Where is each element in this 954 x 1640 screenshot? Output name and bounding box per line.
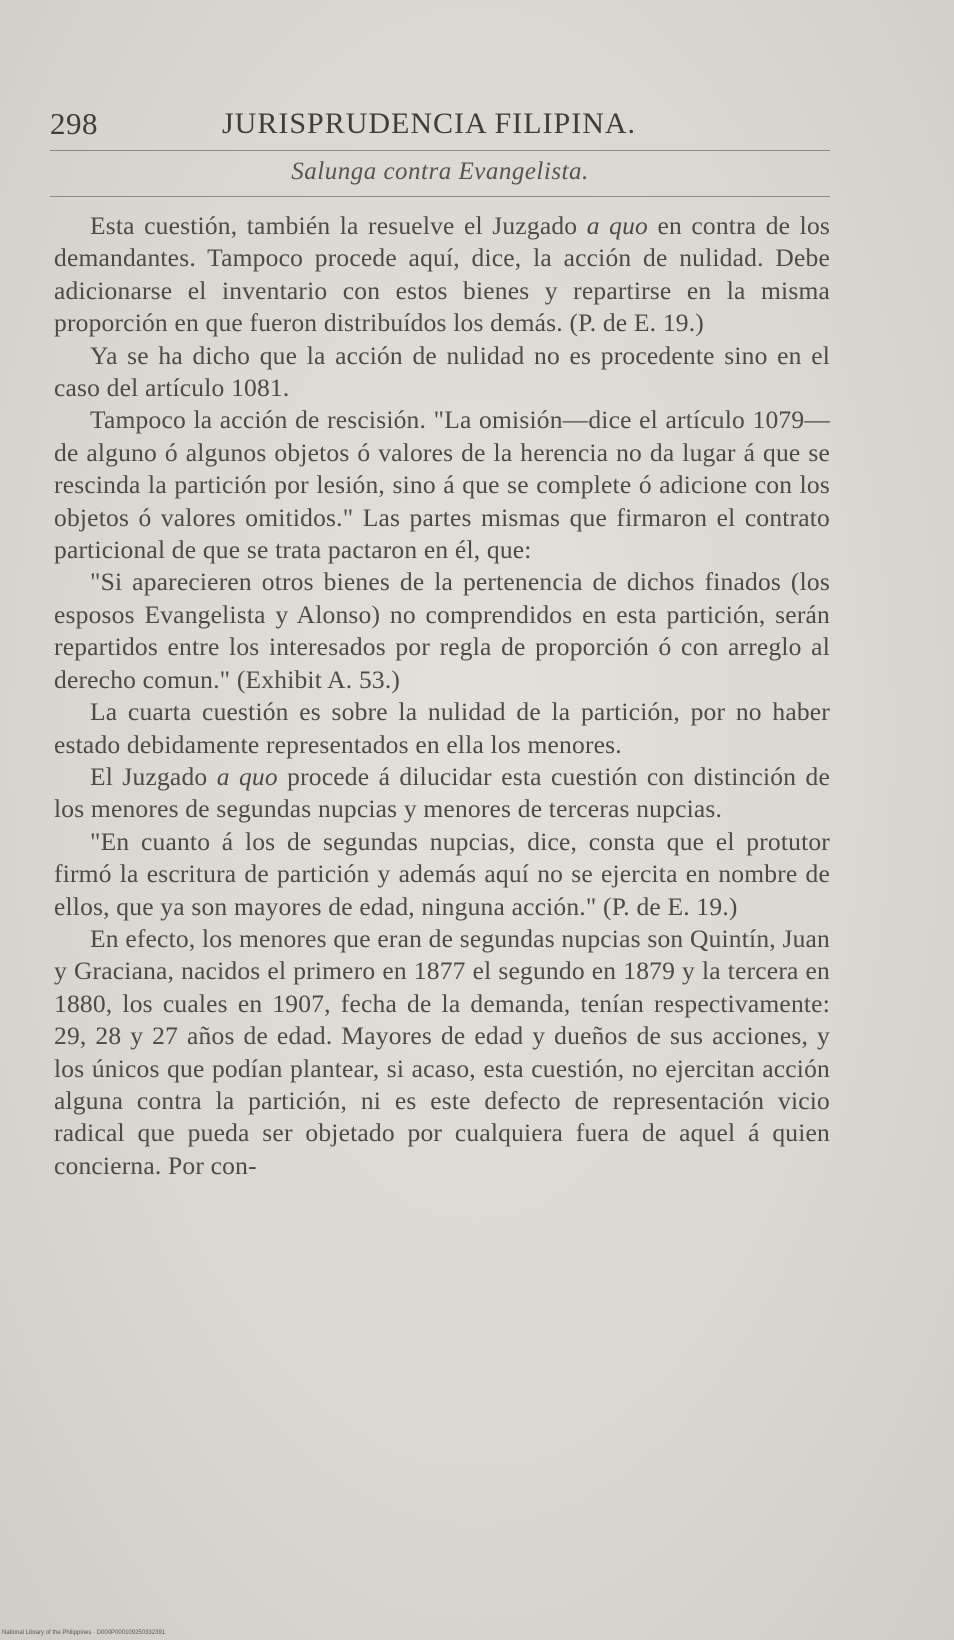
case-title: Salunga contra Evangelista. <box>291 158 589 185</box>
paragraph-2: Ya se ha dicho que la acción de nulidad no es procedente sino en el caso del artículo 1081. <box>54 340 830 403</box>
paragraph-1-italic: a quo <box>586 211 648 240</box>
paragraph-1-text-a: Esta cuestión, también la resuelve el Juzgado <box>90 211 587 240</box>
paragraph-6-text-a: El Juzgado <box>90 761 217 791</box>
paragraph-8: En efecto, los menores que eran de segundas nupcias son Quintín, Juan y Graciana, nacidos el primero en 1877 el segundo en 1879 y la tercera en 1880, los cuales en 1907, fecha de la demanda, tenían respectivamente: 29, 28 y 27 años de edad. Mayores de edad y dueños de sus acciones, y los únicos que podían plantear, si acaso, esta cuestión, no ejercitan acción alguna contra la partición, ni es este defecto de representación vicio radical que pueda ser objetado por cualquiera fuera de aquel á quien concierna. Por con- <box>54 923 830 1180</box>
header-rule-bottom <box>50 196 830 197</box>
paragraph-4: "Si aparecieren otros bienes de la pertenencia de dichos finados (los esposos Evangelista y Alonso) no comprendidos en esta partición, serán repartidos entre los interesados por regla de proporción ó con arreglo al derecho comun." (Exhibit A. 53.) <box>54 567 830 694</box>
paragraph-5: La cuarta cuestión es sobre la nulidad de la partición, por no haber estado debidamente representados en ella los menores. <box>54 697 830 759</box>
paragraph-1 <box>54 210 830 340</box>
paragraph-6-italic: a quo <box>216 761 278 791</box>
running-title: JURISPRUDENCIA FILIPINA. <box>222 107 637 140</box>
paragraph-6-text-b: procede á dilucidar esta cuestión con distinción de los menores de segundas nupcias y menores de terceras nupcias. <box>54 761 831 824</box>
body-text <box>54 210 830 1182</box>
header-rule-top <box>50 150 830 151</box>
paragraph-7: "En cuanto á los de segundas nupcias, dice, consta que el protutor firmó la escritura de partición y además aquí no se ejercita en nombre de ellos, que ya son mayores de edad, ninguna acción." (P. de E. 19.) <box>54 826 830 921</box>
paragraph-1-text-b: en contra de los demandantes. Tampoco procede aquí, dice, la acción de nulidad. Debe adicionarse el inventario con estos bienes y repartirse en la misma proporción en que fueron distribuídos los demás. (P. de E. 19.) <box>54 211 831 338</box>
paragraph-6 <box>54 761 830 826</box>
page-header <box>50 104 830 144</box>
library-stamp: National Library of the Philippines · D000P000109250332391 <box>2 1630 166 1636</box>
paragraph-3: Tampoco la acción de rescisión. "La omisión—dice el artículo 1079—de alguno ó algunos objetos ó valores de la herencia no da lugar á que se rescinda la partición por lesión, sino á que se complete ó adicione con los objetos ó valores omitidos." Las partes mismas que firmaron el contrato particional de que se trata pactaron en él, que: <box>54 405 830 565</box>
page-number: 298 <box>50 106 98 141</box>
